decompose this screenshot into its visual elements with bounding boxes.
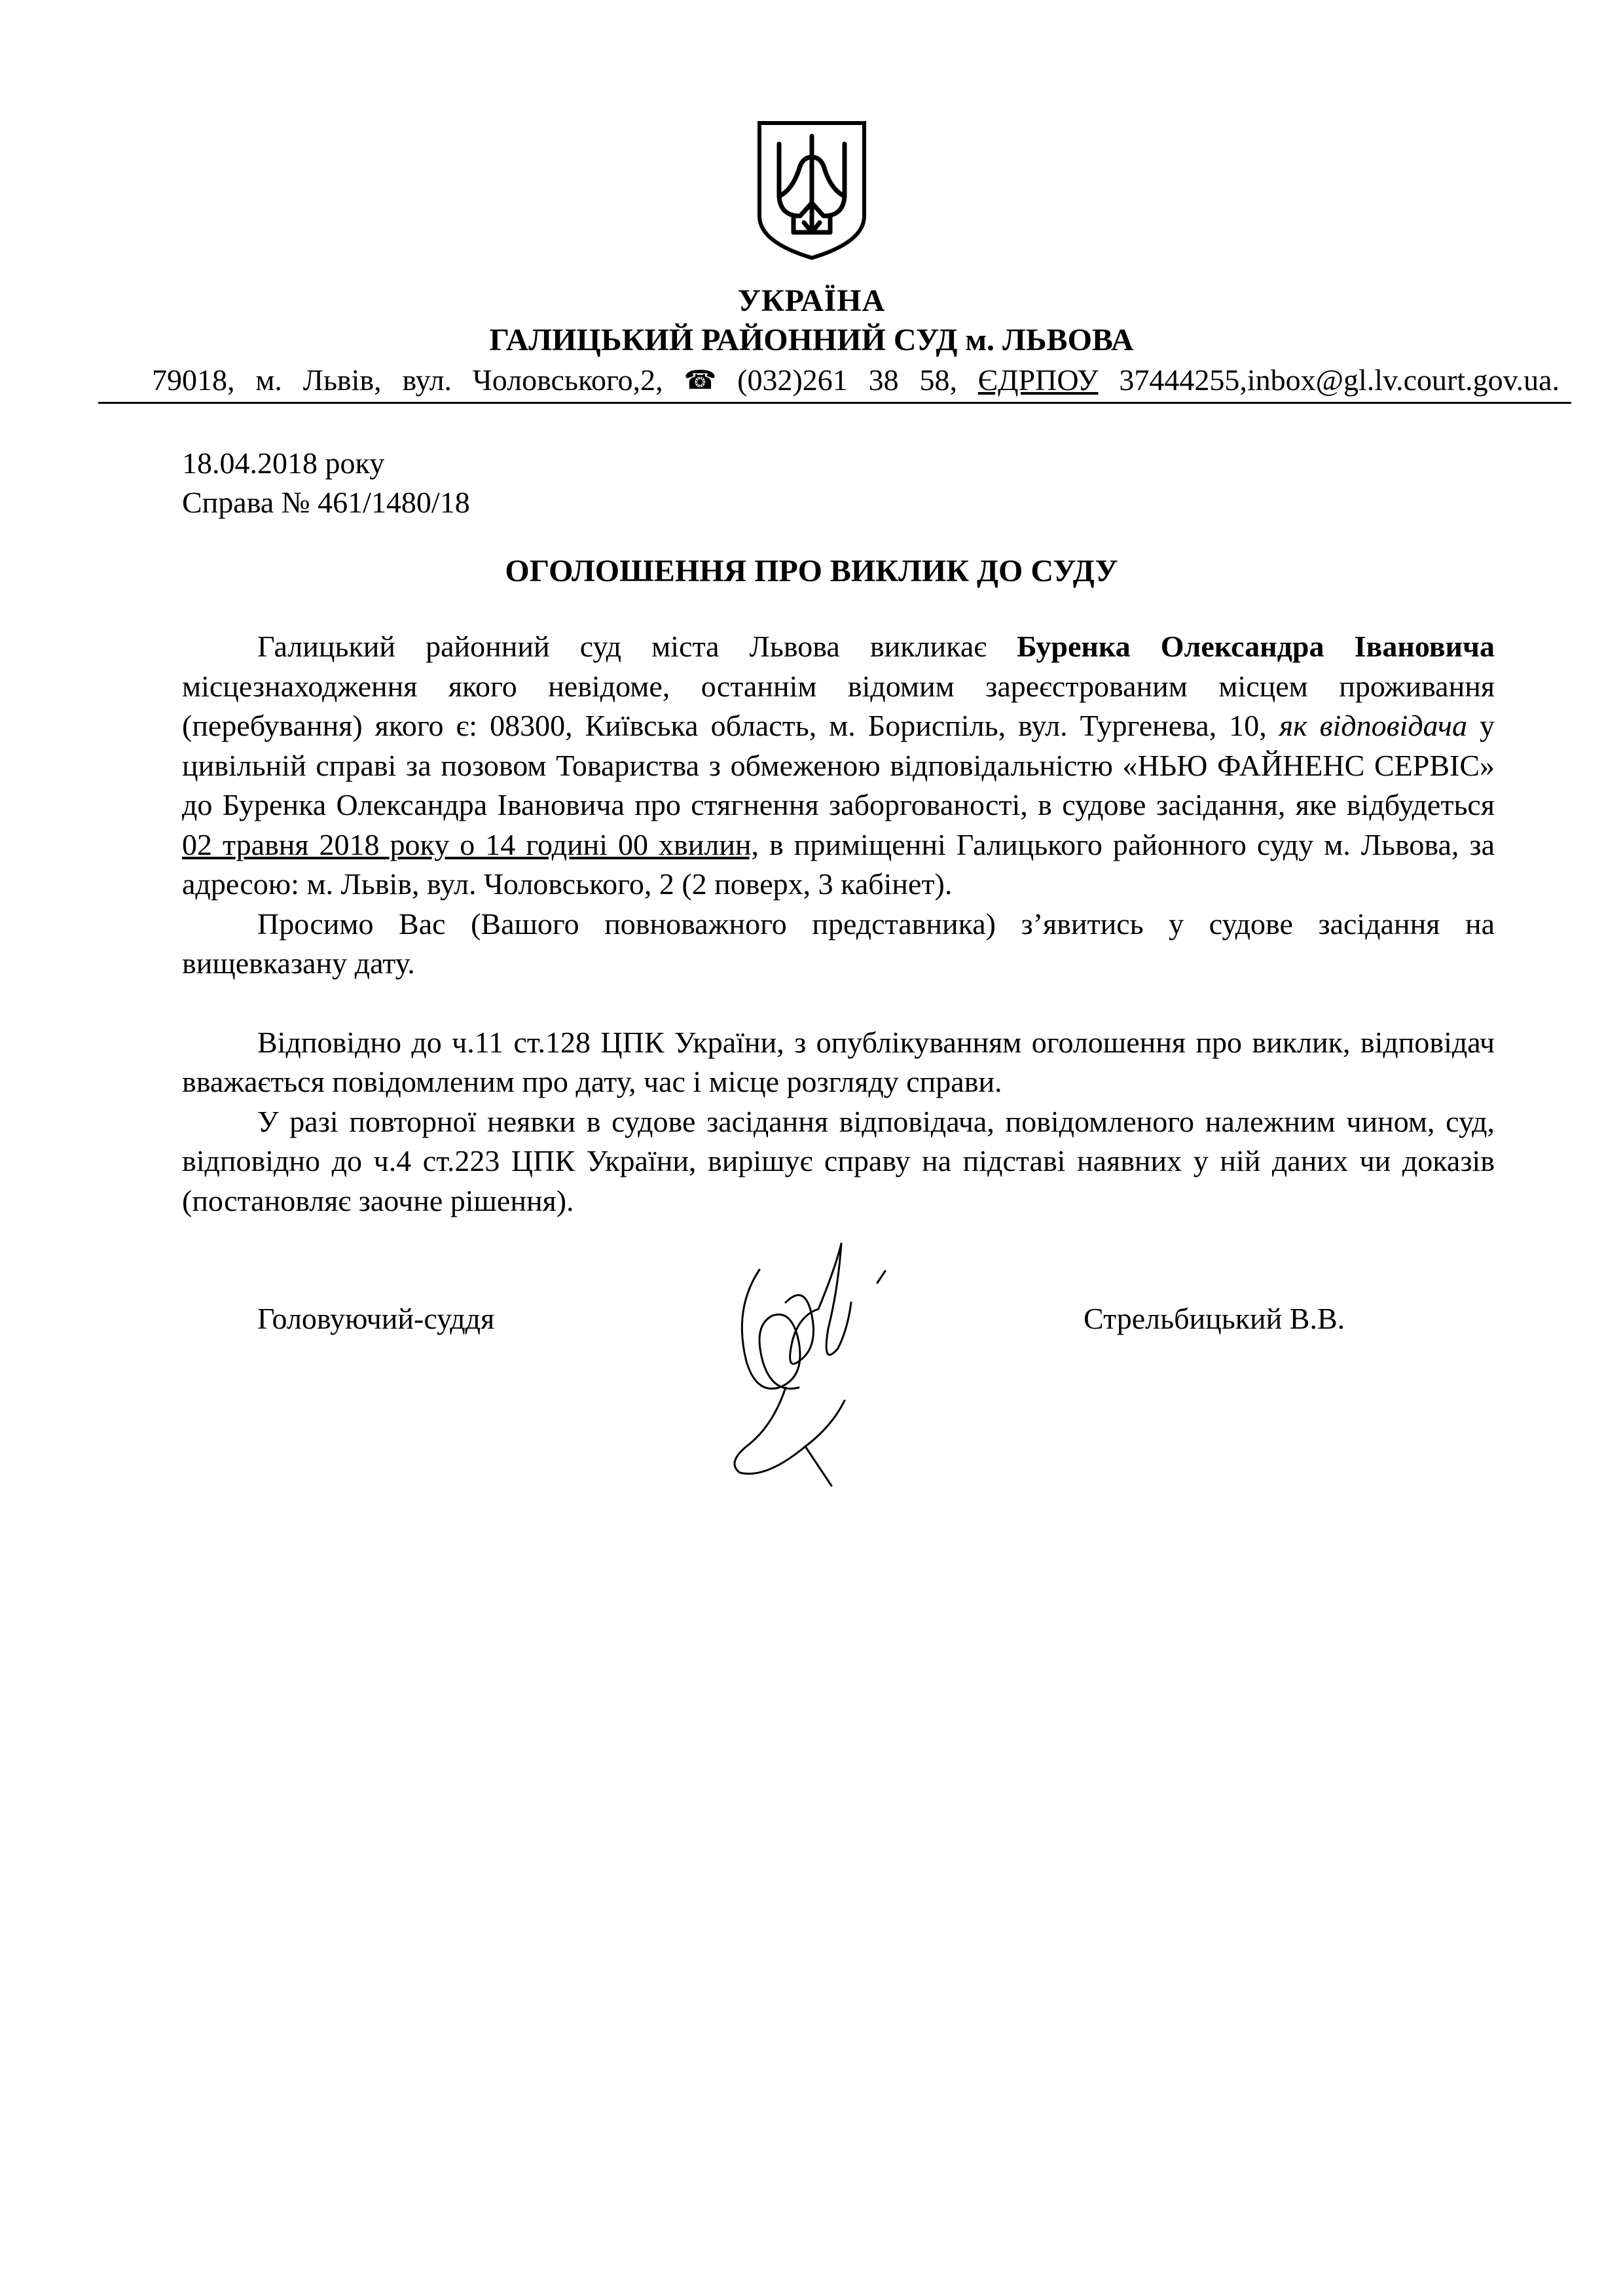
header-court-name: ГАЛИЦЬКИЙ РАЙОННИЙ СУД м. ЛЬВОВА bbox=[489, 323, 1134, 357]
coat-of-arms-icon bbox=[753, 118, 871, 262]
summons-text-intro: Галицький районний суд міста Львова викликає bbox=[257, 630, 1017, 663]
handwritten-signature bbox=[707, 1230, 917, 1505]
hearing-datetime: 02 травня 2018 року о 14 годині 00 хвилин, bbox=[182, 827, 759, 861]
summons-text-case: у цивільній справі за позовом Товариства з обмеженою відповідальністю «НЬЮ ФАЙНЕНС СЕРВІС» до Буренка Олександра Івановича про стягнення заборгованості, в судове засідання, яке відбудеться bbox=[182, 709, 1495, 821]
document-body bbox=[182, 627, 1495, 1221]
header-country: УКРАЇНА bbox=[737, 283, 886, 318]
header-phone: (032)261 38 58, bbox=[737, 363, 957, 397]
paragraph-request: Просимо Вас (Вашого повноважного представника) з’явитись у судове засідання на вищевказану дату. bbox=[182, 906, 1495, 980]
defendant-role: як відповідача bbox=[1279, 709, 1467, 742]
paragraph-summons bbox=[182, 627, 1495, 905]
defendant-name: Буренка Олександра Івановича bbox=[1017, 630, 1495, 663]
document-meta bbox=[182, 444, 470, 522]
header-divider bbox=[98, 402, 1571, 404]
document-date: 18.04.2018 року bbox=[182, 446, 385, 480]
summons-text-location: в приміщенні Галицького районного суду м. Львова, за адресою: м. Львів, вул. Чоловського, 2 (2 поверх, 3 кабінет). bbox=[182, 827, 1495, 901]
header-edrpou-label: ЄДРПОУ bbox=[977, 363, 1099, 397]
header-edrpou-email: 37444255,inbox@gl.lv.court.gov.ua. bbox=[1119, 363, 1560, 397]
document-title: ОГОЛОШЕННЯ ПРО ВИКЛИК ДО СУДУ bbox=[505, 554, 1118, 588]
telephone-icon: ☎ bbox=[684, 365, 717, 395]
summons-text-address: місцезнаходження якого невідоме, останнім відомим зареєстрованим місцем проживання (перебування) якого є: 08300, Київська область, м. Бориспіль, вул. Тургенева, 10, bbox=[182, 669, 1495, 742]
signatory-role: Головуючий-суддя bbox=[257, 1302, 495, 1335]
judge-name: Стрельбицький В.В. bbox=[1084, 1302, 1345, 1335]
case-number: Справа № 461/1480/18 bbox=[182, 486, 470, 519]
header-address: 79018, м. Львів, вул. Чоловського,2, bbox=[152, 363, 663, 397]
paragraph-consequence: У разі повторної неявки в судове засідання відповідача, повідомленого належним чином, суд, відповідно до ч.4 ст.223 ЦПК України, вирішує справу на підставі наявних у ній даних чи доказів (постановляє заочне рішення). bbox=[182, 1104, 1495, 1217]
paragraph-notice: Відповідно до ч.11 ст.128 ЦПК України, з опублікуванням оголошення про виклик, відповідач вважається повідомленим про дату, час і місце розгляду справи. bbox=[182, 1025, 1495, 1098]
header-contacts bbox=[152, 362, 1559, 399]
